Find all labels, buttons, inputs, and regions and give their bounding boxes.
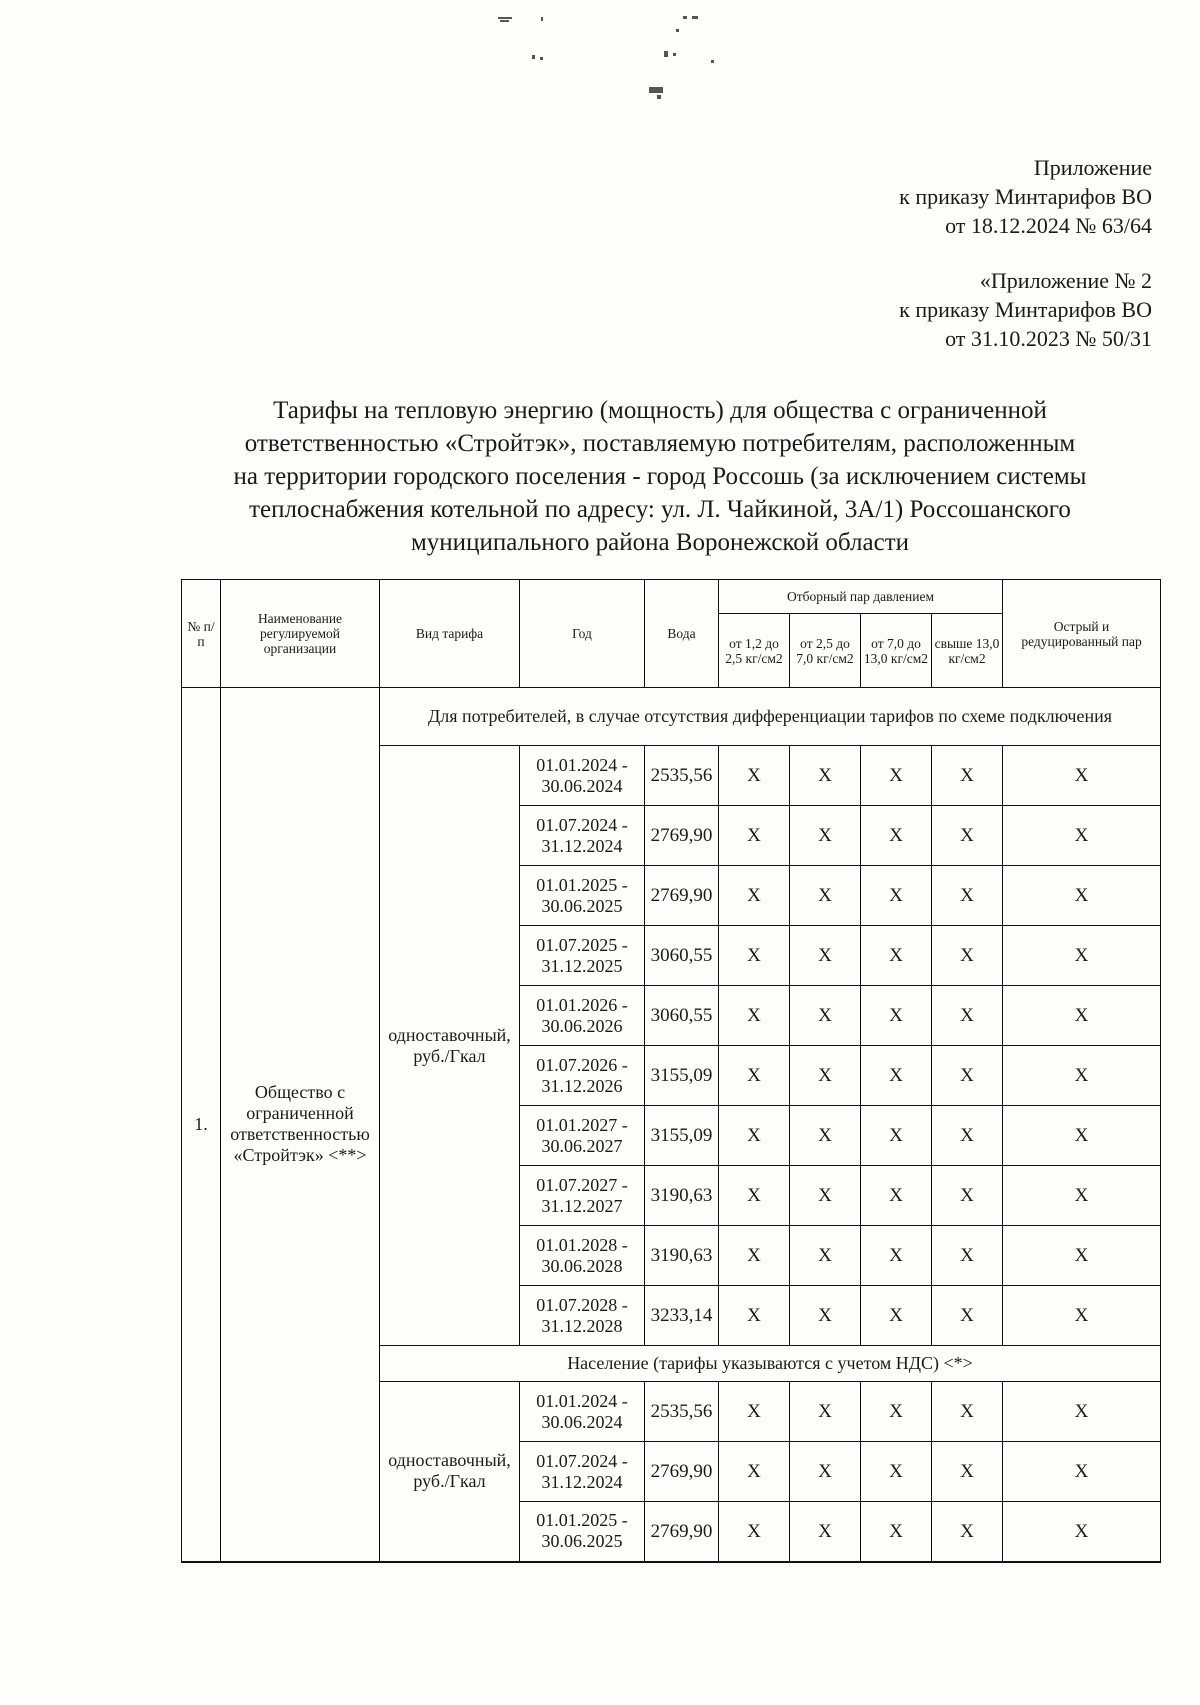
period-cell: 01.01.2027 - 30.06.2027 bbox=[520, 1106, 645, 1166]
title-line: на территории городского поселения - город Россошь (за исключением системы bbox=[233, 463, 1087, 490]
not-applicable-cell: X bbox=[932, 1382, 1003, 1442]
order-reference: к приказу Минтарифов ВО bbox=[899, 297, 1152, 322]
not-applicable-cell: X bbox=[861, 1442, 932, 1502]
not-applicable-cell: X bbox=[790, 1226, 861, 1286]
not-applicable-cell: X bbox=[719, 926, 790, 986]
period-cell: 01.07.2024 - 31.12.2024 bbox=[520, 806, 645, 866]
header-sharp-steam: Острый и редуцированный пар bbox=[1003, 580, 1161, 688]
not-applicable-cell: X bbox=[719, 1442, 790, 1502]
water-tariff-cell: 3190,63 bbox=[645, 1226, 719, 1286]
not-applicable-cell: X bbox=[932, 1442, 1003, 1502]
not-applicable-cell: X bbox=[719, 986, 790, 1046]
water-tariff-cell: 3155,09 bbox=[645, 1046, 719, 1106]
not-applicable-cell: X bbox=[790, 746, 861, 806]
header-year: Год bbox=[520, 580, 645, 688]
not-applicable-cell: X bbox=[719, 1502, 790, 1562]
header-number: № п/п bbox=[182, 580, 221, 688]
not-applicable-cell: X bbox=[1003, 1166, 1161, 1226]
not-applicable-cell: X bbox=[1003, 1226, 1161, 1286]
not-applicable-cell: X bbox=[719, 806, 790, 866]
not-applicable-cell: X bbox=[1003, 746, 1161, 806]
water-tariff-cell: 2769,90 bbox=[645, 866, 719, 926]
not-applicable-cell: X bbox=[719, 866, 790, 926]
not-applicable-cell: X bbox=[932, 866, 1003, 926]
not-applicable-cell: X bbox=[1003, 986, 1161, 1046]
not-applicable-cell: X bbox=[932, 1502, 1003, 1562]
appendix-2-label: «Приложение № 2 bbox=[979, 268, 1152, 293]
not-applicable-cell: X bbox=[932, 1106, 1003, 1166]
not-applicable-cell: X bbox=[861, 986, 932, 1046]
period-cell: 01.01.2026 - 30.06.2026 bbox=[520, 986, 645, 1046]
not-applicable-cell: X bbox=[861, 866, 932, 926]
not-applicable-cell: X bbox=[790, 986, 861, 1046]
order-reference: к приказу Минтарифов ВО bbox=[899, 184, 1152, 209]
not-applicable-cell: X bbox=[719, 746, 790, 806]
period-cell: 01.01.2025 - 30.06.2025 bbox=[520, 1502, 645, 1562]
not-applicable-cell: X bbox=[932, 926, 1003, 986]
title-line: ответственностью «Стройтэк», поставляемую потребителям, расположенным bbox=[244, 430, 1076, 457]
not-applicable-cell: X bbox=[1003, 1442, 1161, 1502]
not-applicable-cell: X bbox=[719, 1046, 790, 1106]
not-applicable-cell: X bbox=[790, 1382, 861, 1442]
period-cell: 01.01.2028 - 30.06.2028 bbox=[520, 1226, 645, 1286]
not-applicable-cell: X bbox=[932, 806, 1003, 866]
header-steam-1: от 1,2 до 2,5 кг/см2 bbox=[719, 614, 790, 688]
not-applicable-cell: X bbox=[861, 746, 932, 806]
section-title: Для потребителей, в случае отсутствия дифференциации тарифов по схеме подключения bbox=[380, 688, 1161, 746]
not-applicable-cell: X bbox=[932, 1166, 1003, 1226]
not-applicable-cell: X bbox=[719, 1382, 790, 1442]
not-applicable-cell: X bbox=[1003, 1286, 1161, 1346]
not-applicable-cell: X bbox=[932, 1046, 1003, 1106]
not-applicable-cell: X bbox=[861, 1046, 932, 1106]
header-water: Вода bbox=[645, 580, 719, 688]
not-applicable-cell: X bbox=[790, 1502, 861, 1562]
period-cell: 01.01.2024 - 30.06.2024 bbox=[520, 1382, 645, 1442]
water-tariff-cell: 2535,56 bbox=[645, 746, 719, 806]
not-applicable-cell: X bbox=[790, 1046, 861, 1106]
table-body bbox=[182, 688, 1161, 1562]
water-tariff-cell: 2769,90 bbox=[645, 806, 719, 866]
period-cell: 01.07.2025 - 31.12.2025 bbox=[520, 926, 645, 986]
period-cell: 01.01.2025 - 30.06.2025 bbox=[520, 866, 645, 926]
header-steam-3: от 7,0 до 13,0 кг/см2 bbox=[861, 614, 932, 688]
not-applicable-cell: X bbox=[1003, 1106, 1161, 1166]
not-applicable-cell: X bbox=[790, 866, 861, 926]
not-applicable-cell: X bbox=[790, 1166, 861, 1226]
period-cell: 01.07.2028 - 31.12.2028 bbox=[520, 1286, 645, 1346]
not-applicable-cell: X bbox=[1003, 926, 1161, 986]
not-applicable-cell: X bbox=[861, 1166, 932, 1226]
not-applicable-cell: X bbox=[861, 1226, 932, 1286]
title-line: теплоснабжения котельной по адресу: ул. Л. Чайкиной, 3А/1) Россошанского bbox=[249, 496, 1071, 523]
period-cell: 01.01.2024 - 30.06.2024 bbox=[520, 746, 645, 806]
not-applicable-cell: X bbox=[932, 746, 1003, 806]
not-applicable-cell: X bbox=[719, 1226, 790, 1286]
document-title bbox=[160, 394, 1160, 559]
not-applicable-cell: X bbox=[1003, 806, 1161, 866]
not-applicable-cell: X bbox=[932, 1226, 1003, 1286]
not-applicable-cell: X bbox=[861, 806, 932, 866]
header-organization: Наименование регулируемой организации bbox=[221, 580, 380, 688]
not-applicable-cell: X bbox=[790, 806, 861, 866]
water-tariff-cell: 2535,56 bbox=[645, 1382, 719, 1442]
not-applicable-cell: X bbox=[1003, 1502, 1161, 1562]
title-line: Тарифы на тепловую энергию (мощность) для общества с ограниченной bbox=[273, 397, 1047, 424]
section-title: Население (тарифы указываются с учетом НДС) <*> bbox=[380, 1346, 1161, 1382]
not-applicable-cell: X bbox=[719, 1106, 790, 1166]
appendix-label: Приложение bbox=[1033, 155, 1152, 180]
previous-appendix-header bbox=[899, 266, 1152, 353]
not-applicable-cell: X bbox=[719, 1286, 790, 1346]
not-applicable-cell: X bbox=[932, 986, 1003, 1046]
not-applicable-cell: X bbox=[790, 1286, 861, 1346]
header-steam-group: Отборный пар давлением bbox=[719, 580, 1003, 614]
appendix-header bbox=[899, 153, 1152, 240]
organization-name: Общество с ограниченной ответственностью «Стройтэк» <**> bbox=[221, 688, 380, 1562]
not-applicable-cell: X bbox=[861, 1286, 932, 1346]
tariff-kind: одноставочный, руб./Гкал bbox=[380, 1382, 520, 1562]
not-applicable-cell: X bbox=[1003, 866, 1161, 926]
not-applicable-cell: X bbox=[932, 1286, 1003, 1346]
water-tariff-cell: 3155,09 bbox=[645, 1106, 719, 1166]
title-line: муниципального района Воронежской области bbox=[410, 529, 909, 556]
order-date-number: от 18.12.2024 № 63/64 bbox=[945, 213, 1152, 238]
water-tariff-cell: 3060,55 bbox=[645, 926, 719, 986]
not-applicable-cell: X bbox=[790, 1442, 861, 1502]
water-tariff-cell: 3233,14 bbox=[645, 1286, 719, 1346]
water-tariff-cell: 2769,90 bbox=[645, 1502, 719, 1562]
tariff-kind: одноставочный, руб./Гкал bbox=[380, 746, 520, 1346]
row-number: 1. bbox=[182, 688, 221, 1562]
header-steam-2: от 2,5 до 7,0 кг/см2 bbox=[790, 614, 861, 688]
not-applicable-cell: X bbox=[1003, 1046, 1161, 1106]
water-tariff-cell: 2769,90 bbox=[645, 1442, 719, 1502]
period-cell: 01.07.2026 - 31.12.2026 bbox=[520, 1046, 645, 1106]
not-applicable-cell: X bbox=[861, 926, 932, 986]
order-date-number: от 31.10.2023 № 50/31 bbox=[945, 326, 1152, 351]
not-applicable-cell: X bbox=[861, 1106, 932, 1166]
period-cell: 01.07.2024 - 31.12.2024 bbox=[520, 1442, 645, 1502]
not-applicable-cell: X bbox=[1003, 1382, 1161, 1442]
water-tariff-cell: 3190,63 bbox=[645, 1166, 719, 1226]
header-tariff-type: Вид тарифа bbox=[380, 580, 520, 688]
not-applicable-cell: X bbox=[719, 1166, 790, 1226]
period-cell: 01.07.2027 - 31.12.2027 bbox=[520, 1166, 645, 1226]
water-tariff-cell: 3060,55 bbox=[645, 986, 719, 1046]
not-applicable-cell: X bbox=[790, 1106, 861, 1166]
not-applicable-cell: X bbox=[790, 926, 861, 986]
scan-specks bbox=[0, 0, 1200, 110]
not-applicable-cell: X bbox=[861, 1382, 932, 1442]
not-applicable-cell: X bbox=[861, 1502, 932, 1562]
header-steam-4: свыше 13,0 кг/см2 bbox=[932, 614, 1003, 688]
tariff-table bbox=[181, 579, 1161, 1563]
